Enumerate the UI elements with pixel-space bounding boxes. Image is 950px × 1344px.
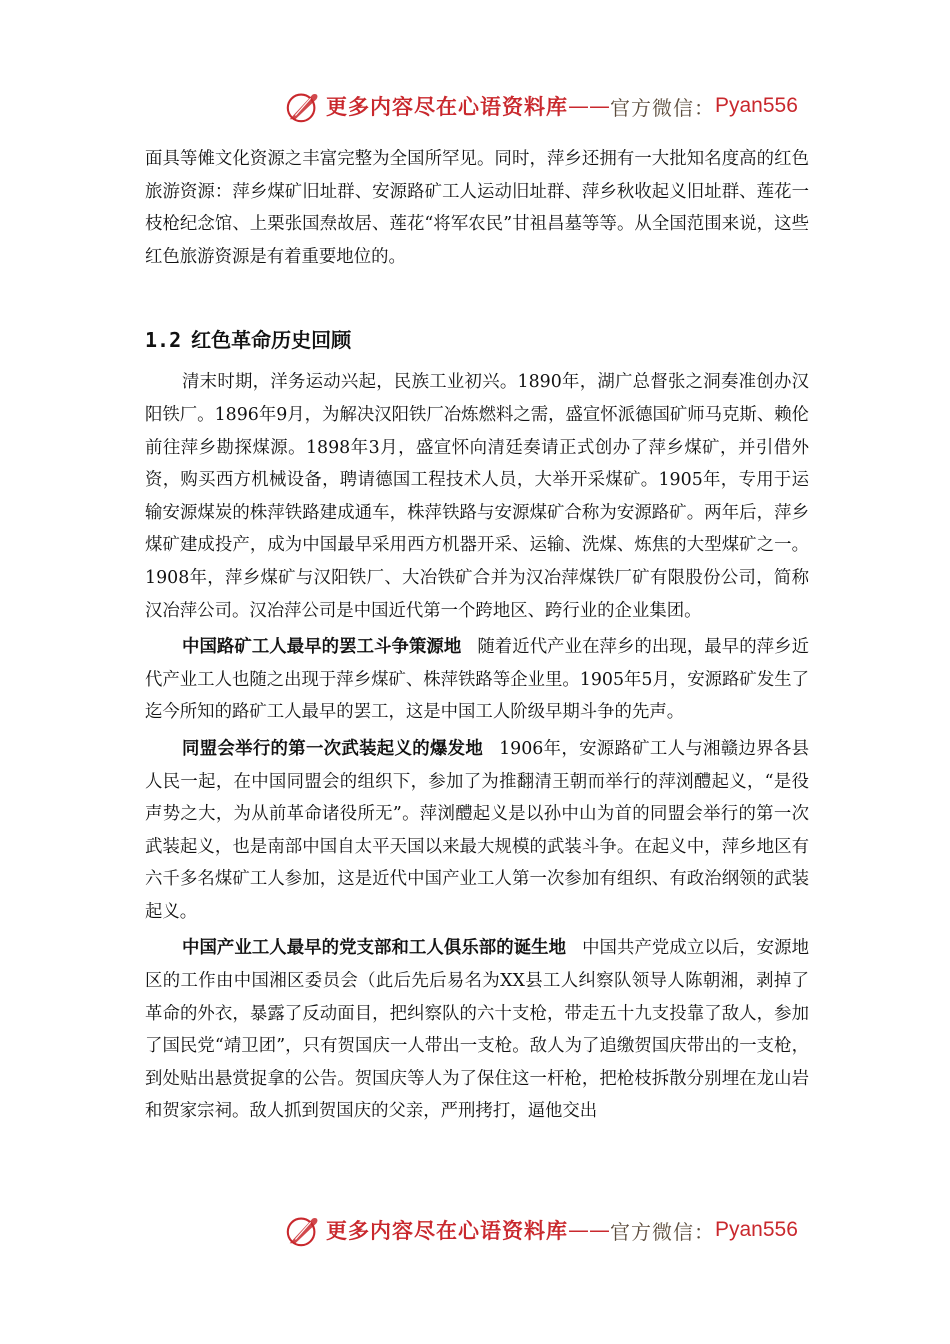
history-paragraph: 清末时期，洋务运动兴起，民族工业初兴。1890年，湖广总督张之洞奏准创办汉阳铁厂。1896年9月，为解决汉阳铁厂冶炼燃料之需，盛宣怀派德国矿师马克斯、赖伦前往萍乡勘探煤源。1898年3月，盛宣怀向清廷奏请正式创办了萍乡煤矿，并引借外资，购买西方机械设备，聘请德国工程技术人员，大举开采煤矿。1905年，专用于运输安源煤炭的株萍铁路建成通车，株萍铁路与安源煤矿合称为安源路矿。两年后，萍乡煤矿建成投产，成为中国最早采用西方机器开采、运输、洗煤、炼焦的大型煤矿之一。1908年，萍乡煤矿与汉阳铁厂、大冶铁矿合并为汉冶萍煤铁厂矿有限股份公司，简称汉冶萍公司。汉冶萍公司是中国近代第一个跨地区、跨行业的企业集团。: [145, 372, 809, 621]
section-heading: [145, 320, 809, 360]
party-branch-paragraph: [145, 932, 809, 1128]
banner-label: 官方微信：: [610, 95, 715, 120]
banner-dash: ——: [568, 94, 610, 118]
strike-lead: 中国路矿工人最早的罢工斗争策源地: [182, 637, 462, 658]
quill-logo-icon: [284, 87, 322, 125]
section-title: 红色革命历史回顾: [191, 328, 352, 353]
banner-brand: 更多内容尽在心语资料库: [326, 1218, 568, 1243]
uprising-lead: 同盟会举行的第一次武装起义的爆发地: [182, 738, 484, 759]
banner-dash: ——: [568, 1218, 610, 1242]
quill-logo-icon: [284, 1211, 322, 1249]
header-banner: [284, 86, 798, 126]
banner-label: 官方微信：: [610, 1219, 715, 1244]
section-number: 1.2: [145, 328, 182, 353]
banner-id: Pyan556: [715, 94, 798, 117]
uprising-paragraph: [145, 733, 809, 929]
strike-text: 随着近代产业在萍乡的出现，最早的萍乡近代产业工人也随之出现于萍乡煤矿、株萍铁路等企业里。1905年5月，安源路矿发生了迄今所知的路矿工人最早的罢工，这是中国工人阶级早期斗争的先声。: [145, 637, 809, 723]
footer-banner: [284, 1210, 798, 1250]
banner-brand: 更多内容尽在心语资料库: [326, 94, 568, 119]
party-branch-text: 中国共产党成立以后，安源地区的工作由中国湘区委员会（此后先后易名为XX县工人纠察队领导人陈朝湘，剥掉了革命的外衣，暴露了反动面目，把纠察队的六十支枪，带走五十九支投靠了敌人，参加了国民党“靖卫团”，只有贺国庆一人带出一支枪。敌人为了追缴贺国庆带出的一支枪，到处贴出悬赏捉拿的公告。贺国庆等人为了保住这一杆枪，把枪枝拆散分别埋在龙山岩和贺家宗祠。敌人抓到贺国庆的父亲，严刑拷打，逼他交出: [145, 938, 809, 1122]
intro-paragraph: 面具等傩文化资源之丰富完整为全国所罕见。同时，萍乡还拥有一大批知名度高的红色旅游资源：萍乡煤矿旧址群、安源路矿工人运动旧址群、萍乡秋收起义旧址群、莲花一枝枪纪念馆、上栗张国焘故居、莲花“将军农民”甘祖昌墓等等。从全国范围来说，这些红色旅游资源是有着重要地位的。: [145, 149, 809, 267]
document-body: [145, 143, 809, 1128]
uprising-text: 1906年，安源路矿工人与湘赣边界各县人民一起，在中国同盟会的组织下，参加了为推翻清王朝而举行的萍浏醴起义，“是役声势之大，为从前革命诸役所无”。萍浏醴起义是以孙中山为首的同盟会举行的第一次武装起义，也是南部中国自太平天国以来最大规模的武装斗争。在起义中，萍乡地区有六千多名煤矿工人参加，这是近代中国产业工人第一次参加有组织、有政治纲领的武装起义。: [145, 738, 809, 922]
strike-paragraph: [145, 631, 809, 729]
party-branch-lead: 中国产业工人最早的党支部和工人俱乐部的诞生地: [182, 938, 567, 959]
banner-id: Pyan556: [715, 1218, 798, 1241]
